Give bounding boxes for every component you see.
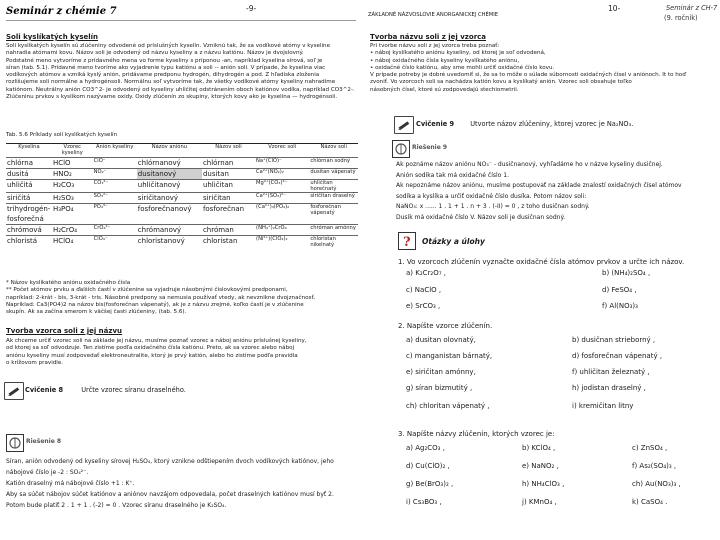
table-cell-acid: chrómová xyxy=(6,225,52,236)
answer-item: h) jodistan draselný , xyxy=(572,384,646,392)
table-cell-acid: dusitá xyxy=(6,168,52,179)
solution-label: Riešenie 9 xyxy=(412,144,448,151)
solution-line: Ak nepoznáme názov aniónu, musíme postupovať na základe znalostí oxidačných čísel atómov xyxy=(396,182,682,189)
answer-item: a) dusitan olovnatý, xyxy=(406,336,476,344)
question-2: 2. Napíšte vzorce zlúčenín. xyxy=(398,322,493,330)
table-cell-salt-full: chloristan nikelnatý xyxy=(309,236,358,249)
table-cell-salt-full: dusitan vápenatý xyxy=(309,168,358,179)
solution-9-text xyxy=(396,160,682,223)
exercise-label: Cvičenie 9 xyxy=(416,120,455,128)
answer-item: c) NaClO , xyxy=(406,286,442,294)
answer-item: h) NH₄ClO₃ , xyxy=(522,480,565,488)
question-mark-icon xyxy=(398,232,416,250)
table-cell-formula: HClO xyxy=(52,157,93,168)
table-cell-salt-full: chlórnan sodný xyxy=(309,157,358,168)
table-row xyxy=(6,193,358,204)
table-cell-salt-full: fosforečnan vápenatý xyxy=(309,204,358,225)
table-cell-salt-full: chróman amónny xyxy=(309,225,358,236)
table-cell-salt-name: fosforečnan xyxy=(202,204,255,225)
answer-item: g) Be(BrO₃)₂ , xyxy=(406,480,454,488)
solution-icon xyxy=(392,140,410,158)
answer-item: c) ZnSO₄ , xyxy=(632,444,668,452)
solution-line: sodíka a kyslíka a určiť oxidačné číslo dusíka. Potom názov soli: xyxy=(396,192,587,200)
table-cell-anion: CrO₄²⁻ xyxy=(93,225,137,236)
section-title: Soli kyslíkatých kyselín xyxy=(6,33,99,41)
table-cell-salt-name: chloristan xyxy=(202,236,255,249)
answer-item: d) fosforečnan vápenatý , xyxy=(572,352,663,360)
table-header: Vzorec soli xyxy=(255,144,309,158)
table-cell-salt-formula: Ca²⁺(SO₃)²⁻ xyxy=(255,193,309,204)
intro-text xyxy=(6,43,355,101)
answer-item: ch) Au(NO₃)₃ , xyxy=(632,480,681,488)
section-text xyxy=(370,43,686,94)
solution-line: Anión sodíka tak má oxidačné číslo 1. xyxy=(396,171,509,179)
table-header: Vzorec kyseliny xyxy=(52,144,93,158)
table-cell-salt-formula: Mg²⁺(CO₃)²⁻ xyxy=(255,179,309,193)
text-line: V prípade potreby je dobré uvedomiť si, že sa to môže o súlade súbornosti oxidačných čísel v aniónoch. It to hoď xyxy=(370,72,686,79)
exercise-label: Cvičenie 8 xyxy=(25,386,64,394)
table-header: Kyselina xyxy=(6,144,52,158)
table-row xyxy=(6,204,358,225)
answer-item: a) Ag₂CO₃ , xyxy=(406,444,445,452)
footnote: Napríklad: Ca3(PO4)2 na názov bis(fosforečnan vápenatý), ak je z názvu zrejmé, koľko častí je v zlúčenine xyxy=(6,301,304,308)
footnote: * Názov kyslíkatého aniónu oxidačného čísla xyxy=(6,280,131,286)
exercise-text: Utvorte názov zlúčeniny, ktorej vzorec je Na₂NO₃. xyxy=(470,120,634,128)
answer-item: g) síran bizmutitý , xyxy=(406,384,473,392)
answer-item: f) uhličitan železnatý , xyxy=(572,368,650,376)
text-line: aniónu kyseliny musí zodpovedať elektroneutralite, ktorý je prvý katión, alebo ho zistíme podľa pravidla xyxy=(6,352,298,359)
table-row xyxy=(6,157,358,168)
text-line: Ak chceme určiť vzorec soli na základe jej názvu, musíme poznať vzorec a náboj aniónu príslušnej kyseliny, xyxy=(6,338,307,344)
table-cell-anion-name: uhličitanový xyxy=(137,179,202,193)
section-title: Tvorba vzorca soli z jej názvu xyxy=(6,327,123,335)
table-cell-salt-formula: Ca²⁺(NO₂)₂ xyxy=(255,168,309,179)
exercise-9 xyxy=(416,120,633,129)
table-cell-salt-formula: (NH₄⁺)₂CrO₄ xyxy=(255,225,309,236)
table-cell-anion: ClO₄⁻ xyxy=(93,236,137,249)
page-number: -9- xyxy=(246,4,257,13)
page-number: 10- xyxy=(608,4,621,13)
answer-item: ch) chloritan vápenatý , xyxy=(406,402,490,410)
answer-item: d) FeSO₄ , xyxy=(602,286,637,294)
table-header-row xyxy=(6,144,358,158)
table-cell-acid: uhličitá xyxy=(6,179,52,193)
seminar-label: Seminár z CH-7 xyxy=(666,4,718,12)
text-line: • oxidačné číslo katiónu, aby sme mohli určiť oxidačné číslo kovu. xyxy=(370,64,555,71)
running-header: ZÁKLADNÉ NÁZVOSLOVIE ANORGANICKEJ CHÉMIE xyxy=(368,12,499,18)
answer-item: f) As₂(SO₄)₃ , xyxy=(632,462,677,470)
table-cell-formula: H₂SO₃ xyxy=(52,193,93,204)
seminar-sub: (9. ročník) xyxy=(664,14,698,22)
svg-text:?: ? xyxy=(403,235,411,250)
answer-item: c) manganistan bárnatý, xyxy=(406,352,493,360)
right-page xyxy=(362,0,720,540)
table-cell-salt-formula: (Ca²⁺)₃(PO₄)₂ xyxy=(255,204,309,225)
table-cell-formula: H₃PO₄ xyxy=(52,204,93,225)
table-cell-anion-name: fosforečnanový xyxy=(137,204,202,225)
text-line: • náboj oxidačného čísla kyseliny kyslíkatého aniónu, xyxy=(370,57,520,64)
table-cell-formula: HClO₄ xyxy=(52,236,93,249)
table-cell-salt-formula: Na⁺(ClO)⁻ xyxy=(255,157,309,168)
table-cell-anion-name: chloristanový xyxy=(137,236,202,249)
answer-item: e) NaNO₂ , xyxy=(522,462,559,470)
answer-item: b) KClO₄ , xyxy=(522,444,556,452)
intro-line: vodíkových atómov a vzniká kyslý anión, pridávame predponu hydrogén, dihydrogén a pod. Z hľadiska zloženia xyxy=(6,72,320,79)
table-header: Názov soli xyxy=(202,144,255,158)
table-cell-formula: H₂CO₃ xyxy=(52,179,93,193)
table-cell-anion: PO₄³⁻ xyxy=(93,204,137,225)
footnote: napríklad: 2-krát - bis, 3-krát - tris. Násobné predpony sa nemusia používať vtedy, ak nevznikne dvojznačnosť. xyxy=(6,294,316,301)
table-cell-salt-name: siričitan xyxy=(202,193,255,204)
table-cell-acid: chloristá xyxy=(6,236,52,249)
answer-item: d) Cu(ClO)₂ , xyxy=(406,462,450,470)
table-cell-salt-name: chlórnan xyxy=(202,157,255,168)
table-cell-salt-full: siričitan draselný xyxy=(309,193,358,204)
pencil-icon xyxy=(394,116,414,134)
table-header: Anión kyseliny xyxy=(93,144,137,158)
answer-item: b) (NH₄)₂SO₄ , xyxy=(602,269,651,277)
answer-item: e) SrCO₃ , xyxy=(406,302,441,310)
exercise-8 xyxy=(25,386,186,395)
section-title: Tvorba názvu soli z jej vzorca xyxy=(370,33,487,41)
table-cell-anion: NO₂⁻ xyxy=(93,168,137,179)
intro-line: Zlúčeninu prvkov s kyslíkom nazývame oxidy. Oxidy zlúčenín zo skupiny, ktorých kovy ako je kyselina — hydrogénsoli. xyxy=(6,94,338,101)
answer-item: e) siričitan amónny, xyxy=(406,368,476,376)
table-header: Názov aniónu xyxy=(137,144,202,158)
answer-item: j) KMnO₄ , xyxy=(522,498,557,506)
answer-item: k) CaSO₄ . xyxy=(632,498,668,506)
text-line: od ktorej sa soľ odvodzuje. Ten zistíme podľa oxidačného čísla katiónu. Preto, ak sa vzorec alebo náboj xyxy=(6,345,295,352)
text-line: Pri tvorbe názvu soli z jej vzorca treba poznať: xyxy=(370,43,500,49)
table-cell-anion-name: chrómanový xyxy=(137,225,202,236)
table-row xyxy=(6,236,358,249)
pencil-icon xyxy=(4,382,24,400)
intro-line: nahradia atómami kovu. Názov soli je odvodený od názvu kyseliny a z názvu katiónu. Názov je dvojslovný. xyxy=(6,50,304,57)
intro-line: rozlišujeme soli normálne a hydrogénsoli. Normálnu soľ vytvoríme tak, že všetky vodíkové atómy kyseliny nahradíme xyxy=(6,79,336,86)
acids-table xyxy=(6,143,358,249)
answer-item: a) K₂Cr₂O₇ , xyxy=(406,269,446,277)
table-row xyxy=(6,168,358,179)
text-line: zvoniť. Vo vzorcoch soli sa nachádza katión kovu a kyslíkatý anión. Vzorec soli obsahuje toľko xyxy=(370,79,632,86)
table-cell-salt-formula: (Ni²⁺)(ClO₄)₂ xyxy=(255,236,309,249)
table-cell-salt-name: uhličitan xyxy=(202,179,255,193)
table-cell-formula: H₂CrO₄ xyxy=(52,225,93,236)
text-line: • náboj kyslíkatého aniónu kyseliny, od ktorej je soľ odvodená, xyxy=(370,50,546,57)
solution-line: Aby sa súčet nábojov súčet katiónov a aniónov navzájom odpovedala, počet draselných katiónov musí byť 2. xyxy=(6,491,334,498)
table-cell-acid: chlórna xyxy=(6,157,52,168)
answer-item: b) dusičnan strieborný , xyxy=(572,336,656,344)
solution-line: Dusík má oxidačné číslo V. Názov soli je dusičnan sodný. xyxy=(396,213,566,221)
questions-title: Otázky a úlohy xyxy=(422,237,485,246)
exercise-text: Určte vzorec síranu draselného. xyxy=(81,386,186,394)
solution-line: Potom bude platiť 2 . 1 + 1 . (-2) = 0 . Vzorec síranu draselného je K₂SO₄. xyxy=(6,502,227,509)
text-line: násobných čísel, ktoré sú zodpovedajú stechiometrii. xyxy=(370,86,519,93)
footnotes xyxy=(6,280,315,316)
table-cell-anion-name: dusitanový xyxy=(137,168,202,179)
intro-line: síran (tab. 5.1). Prídavné meno tvoríme ako vyjadrenie typu katiónu a soli -- anión soli. V prípade, že kyselina viac xyxy=(6,64,326,71)
header-divider xyxy=(6,20,356,21)
solution-line: nábojové číslo je -2 : SO₄²⁻. xyxy=(6,469,89,476)
table-cell-formula: HNO₂ xyxy=(52,168,93,179)
table-cell-anion: ClO⁻ xyxy=(93,157,137,168)
solution-line: Síran, anión odvodený od kyseliny sírovej H₂SO₄, ktorý vznikne odštiepením dvoch vodíkových katiónov, jeho xyxy=(6,458,334,465)
question-1: 1. Vo vzorcoch zlúčenín vyznačte oxidačné čísla atómov prvkov a určte ich názov. xyxy=(398,258,685,266)
answer-item: f) Al(NO₃)₃ xyxy=(602,302,638,310)
solution-label: Riešenie 8 xyxy=(26,438,62,445)
table-cell-anion-name: siričitanový xyxy=(137,193,202,204)
table-caption: Tab. 5.6 Príklady solí kyslíkatých kyselín xyxy=(6,132,118,138)
table-cell-anion: CO₃²⁻ xyxy=(93,179,137,193)
intro-line: katiónom. Neutrálny anión CO3^2- je odvodený od kyseliny uhličitej odstránením oboch katiónov vodíka, napríklad CO3^2-. xyxy=(6,86,355,93)
question-3: 3. Napíšte názvy zlúčenín, ktorých vzorec je: xyxy=(398,430,555,438)
table-header: Názov soli xyxy=(309,144,358,158)
table-cell-anion-name: chlórnanový xyxy=(137,157,202,168)
solution-line: NaNO₃: x ...... 1 . 1 + 1 . n + 3 . (-II) = 0 , z toho dusičnan sodný. xyxy=(396,203,590,210)
table-cell-anion: SO₃²⁻ xyxy=(93,193,137,204)
table-row xyxy=(6,225,358,236)
intro-line: Soli kyslíkatých kyselín sú zlúčeniny odvodené od príslušných kyselín. Vzniknú tak, že sa vodíkové atómy v kyseline xyxy=(6,43,331,49)
text-line: o krížovom pravidle. xyxy=(6,359,64,366)
answer-item: i) Cs₃BO₃ , xyxy=(406,498,442,506)
table-cell-acid: siričitá xyxy=(6,193,52,204)
table-cell-acid: trihydrogén-fosforečná xyxy=(7,205,51,224)
header-title: Seminár z chémie 7 xyxy=(6,6,117,17)
intro-line: Podstatné meno vytvoríme z prídavného mena vo forme kyseliny s príponou -an, napríklad kyselina sírová, soľ je xyxy=(6,57,323,64)
table-row xyxy=(6,179,358,193)
table-cell-salt-full: uhličitan horečnatý xyxy=(309,179,358,193)
solution-line: Ak poznáme názov aniónu NO₃⁻ - dusičnanový, vyhľadáme ho v názve kyseliny dusičnej. xyxy=(396,161,663,168)
table-cell-salt-name: chróman xyxy=(202,225,255,236)
section-text xyxy=(6,338,307,367)
table-cell-salt-name: dusitan xyxy=(202,168,255,179)
solution-line: Katión draselný má nábojové číslo +1 : K⁺. xyxy=(6,480,135,487)
footnote: ** Počet atómov prvku a ďalších častí v zlúčenine sa vyjadruje násobnými číslovkovými predponami, xyxy=(6,287,288,294)
solution-8-text xyxy=(6,456,334,511)
solution-icon xyxy=(6,434,24,452)
answer-item: i) kremičitan litny xyxy=(572,402,634,410)
footnote: skupín. Ak sa začína smerom k väčšej časti zlúčeniny, (tab. 5.6). xyxy=(6,309,187,316)
